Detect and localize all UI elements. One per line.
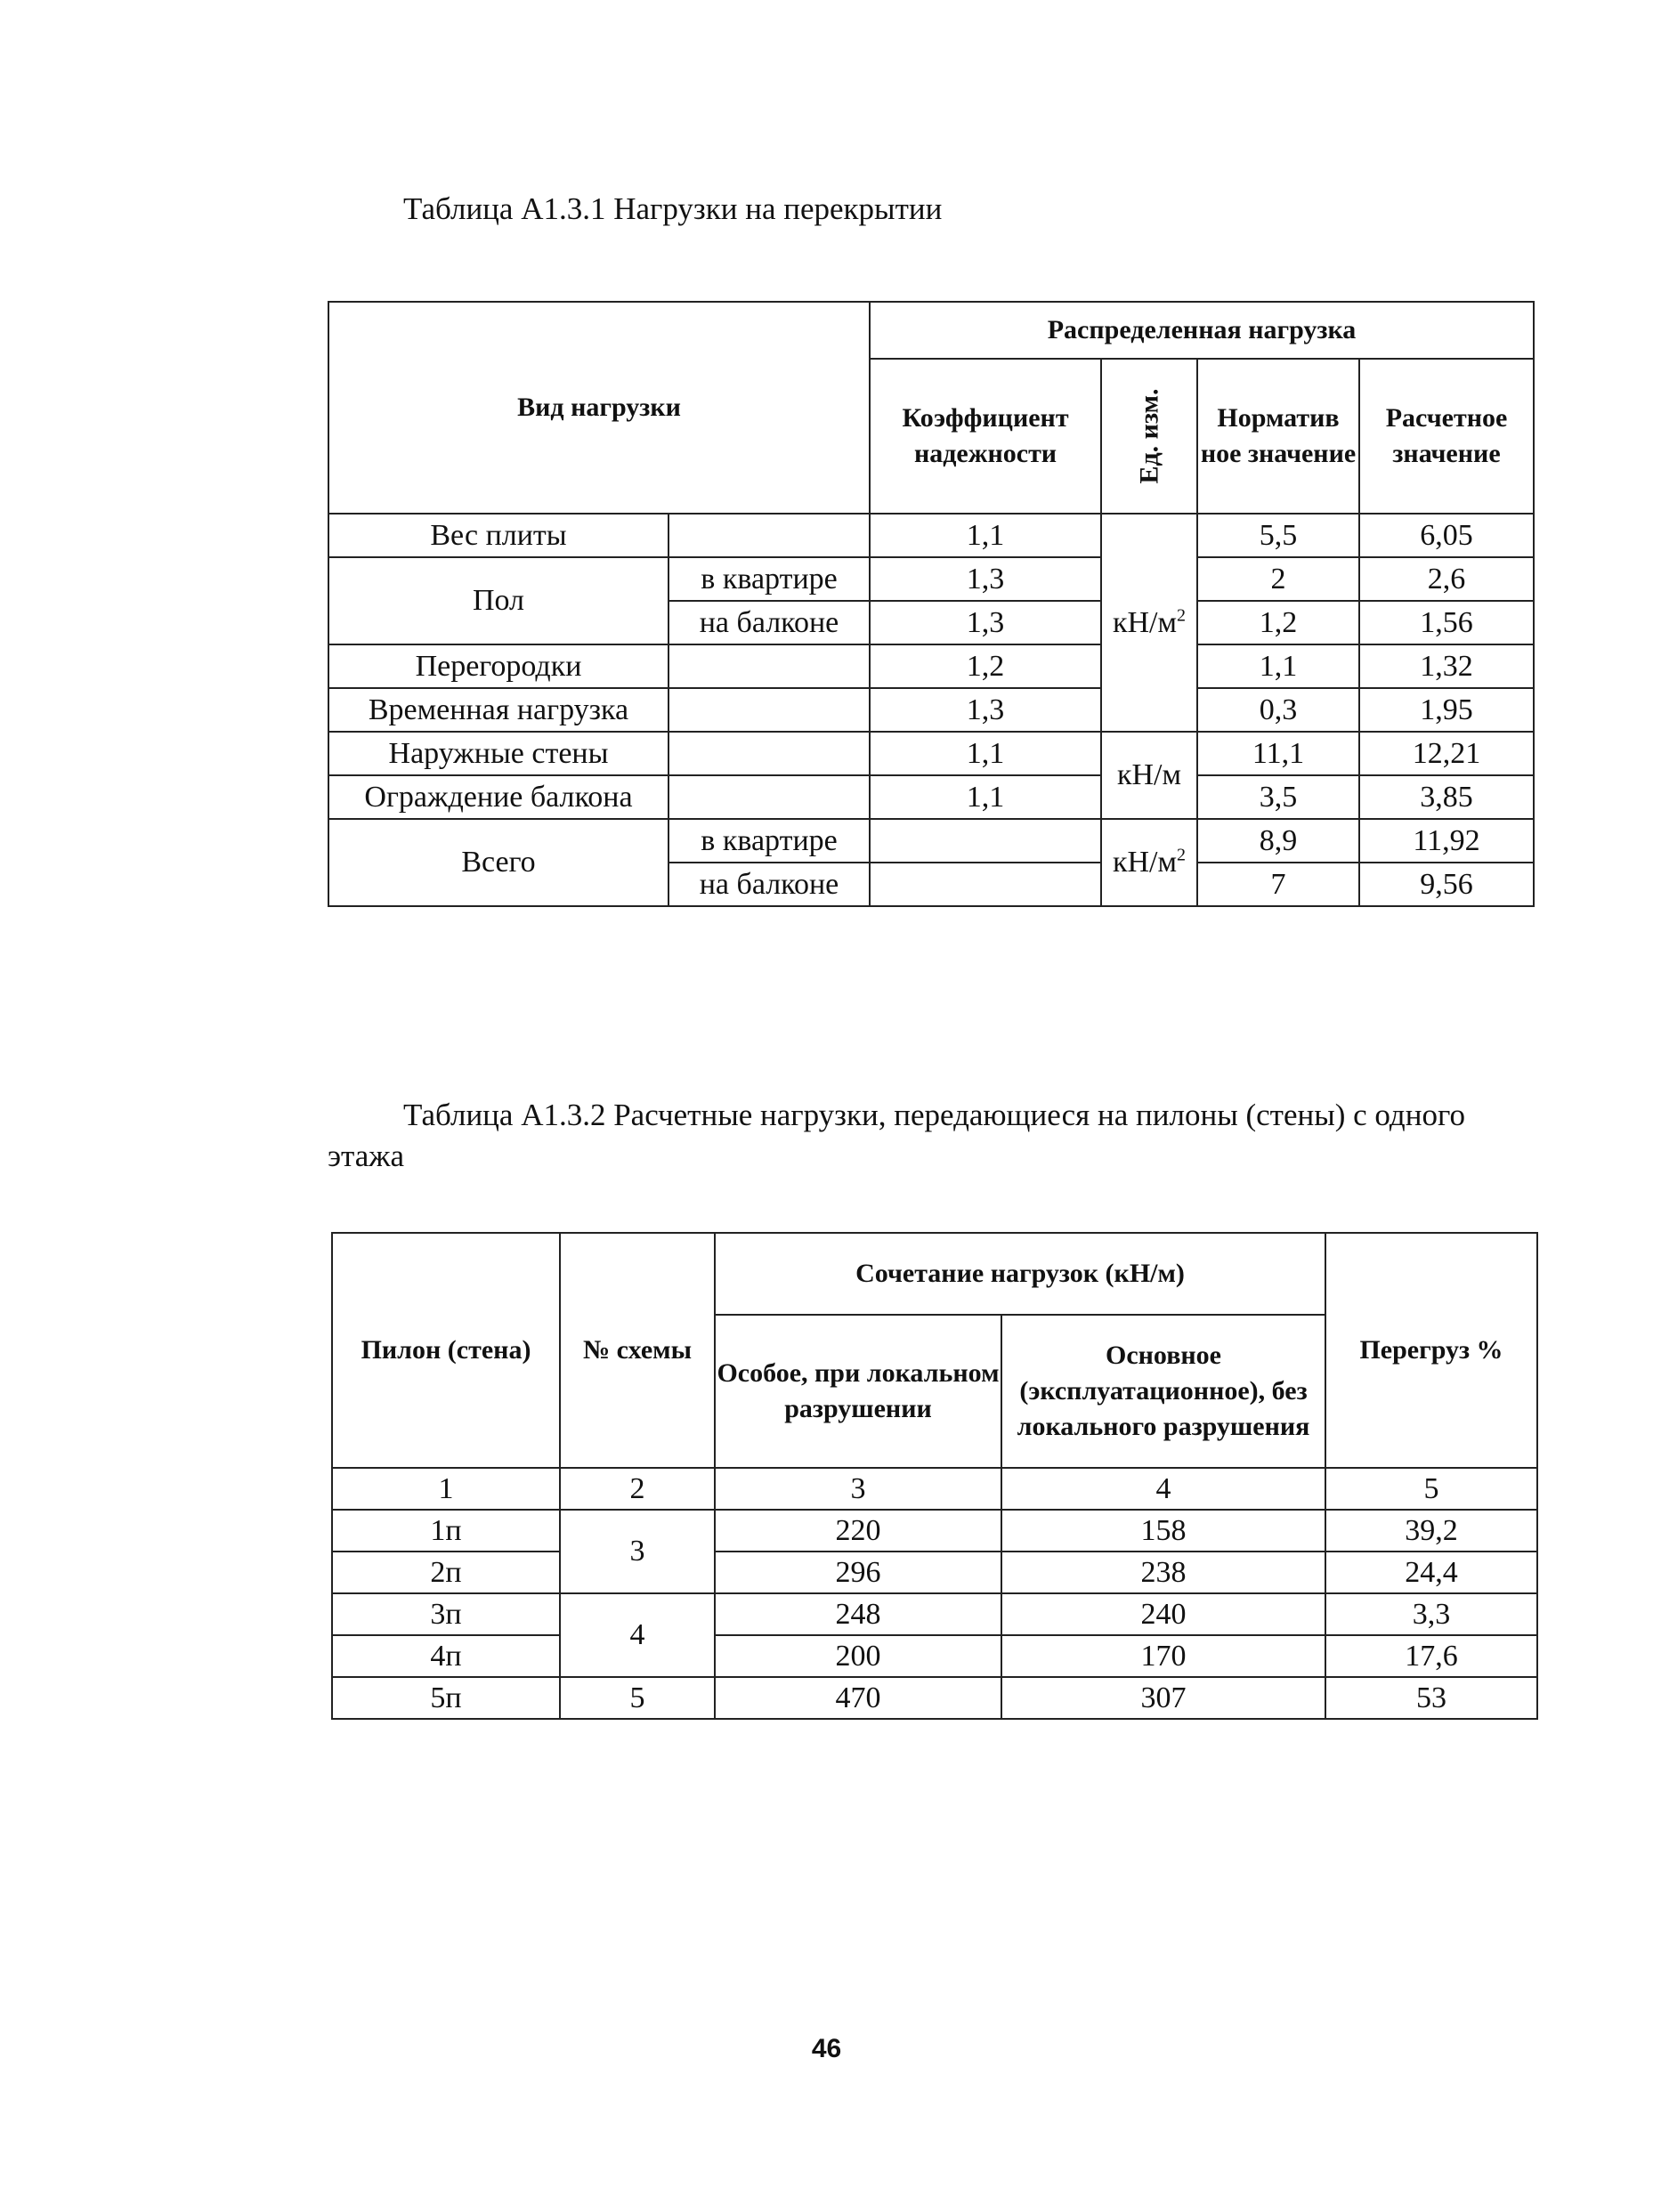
- table-row: [328, 644, 1534, 688]
- table1-caption: Таблица А1.3.1 Нагрузки на перекрытии: [403, 191, 943, 226]
- row-design: 1,95: [1359, 688, 1534, 732]
- row-pylon: 2п: [332, 1552, 560, 1593]
- row-sub: [668, 514, 870, 557]
- row-design: 6,05: [1359, 514, 1534, 557]
- row-coef: 1,1: [870, 732, 1101, 775]
- header-unit-label: Ед. изм.: [1134, 388, 1164, 484]
- header-load-combination: Сочетание нагрузок (кН/м): [715, 1233, 1325, 1315]
- row-coef: [870, 819, 1101, 863]
- row-special: 200: [715, 1635, 1001, 1677]
- page-number: 46: [811, 2034, 842, 2063]
- row-design: 12,21: [1359, 732, 1534, 775]
- row-sub: [668, 732, 870, 775]
- row-normative: 5,5: [1197, 514, 1359, 557]
- header-unit: [1101, 359, 1197, 514]
- table-row: [328, 514, 1534, 557]
- table-row: [328, 819, 1534, 863]
- header-load-kind: Вид нагрузки: [328, 302, 870, 514]
- row-coef: 1,3: [870, 557, 1101, 601]
- header-design-value: Расчетное значение: [1359, 359, 1534, 514]
- column-number: 3: [715, 1468, 1001, 1510]
- row-pylon: 3п: [332, 1593, 560, 1635]
- table-row: [328, 557, 1534, 601]
- unit-text: кН/м: [1112, 846, 1178, 879]
- row-coef: 1,1: [870, 514, 1101, 557]
- column-number-row: [332, 1468, 1537, 1510]
- row-name: Всего: [328, 819, 668, 906]
- row-basic: 240: [1001, 1593, 1325, 1635]
- table-row: [332, 1677, 1537, 1719]
- unit-text: кН/м: [1112, 605, 1178, 639]
- row-design: 11,92: [1359, 819, 1534, 863]
- loads-table: [328, 301, 1535, 907]
- unit-cell-kn-m: кН/м: [1101, 732, 1197, 819]
- row-special: 248: [715, 1593, 1001, 1635]
- row-name: Перегородки: [328, 644, 668, 688]
- row-scheme: 3: [560, 1510, 715, 1593]
- row-overload: 24,4: [1325, 1552, 1537, 1593]
- row-basic: 238: [1001, 1552, 1325, 1593]
- row-normative: 7: [1197, 863, 1359, 906]
- row-special: 220: [715, 1510, 1001, 1552]
- row-coef: 1,1: [870, 775, 1101, 819]
- row-design: 3,85: [1359, 775, 1534, 819]
- header-overload: Перегруз %: [1325, 1233, 1537, 1468]
- row-basic: 158: [1001, 1510, 1325, 1552]
- row-normative: 1,1: [1197, 644, 1359, 688]
- unit-cell-kn-m2: [1101, 514, 1197, 732]
- row-design: 1,56: [1359, 601, 1534, 644]
- unit-exponent: 2: [1177, 845, 1187, 865]
- unit-exponent: 2: [1177, 605, 1187, 626]
- header-pylon: Пилон (стена): [332, 1233, 560, 1468]
- header-basic: Основное (эксплуатационное), без локального разрушения: [1001, 1315, 1325, 1468]
- row-coef: 1,2: [870, 644, 1101, 688]
- column-number: 2: [560, 1468, 715, 1510]
- row-scheme: 4: [560, 1593, 715, 1677]
- table2-caption: Таблица А1.3.2 Расчетные нагрузки, передающиеся на пилоны (стены) с одного этажа: [328, 1098, 1465, 1173]
- header-special: Особое, при локальном разрушении: [715, 1315, 1001, 1468]
- row-normative: 2: [1197, 557, 1359, 601]
- table-row: [332, 1552, 1537, 1593]
- row-overload: 53: [1325, 1677, 1537, 1719]
- row-pylon: 1п: [332, 1510, 560, 1552]
- table-row: [328, 775, 1534, 819]
- row-overload: 17,6: [1325, 1635, 1537, 1677]
- row-normative: 8,9: [1197, 819, 1359, 863]
- row-overload: 39,2: [1325, 1510, 1537, 1552]
- row-normative: 1,2: [1197, 601, 1359, 644]
- row-pylon: 4п: [332, 1635, 560, 1677]
- row-normative: 3,5: [1197, 775, 1359, 819]
- header-scheme-number: № схемы: [560, 1233, 715, 1468]
- row-name: Ограждение балкона: [328, 775, 668, 819]
- table-row: [332, 1510, 1537, 1552]
- row-scheme: 5: [560, 1677, 715, 1719]
- row-sub: [668, 775, 870, 819]
- row-design: 2,6: [1359, 557, 1534, 601]
- row-basic: 307: [1001, 1677, 1325, 1719]
- row-sub: [668, 688, 870, 732]
- header-normative-value: Норматив ное значение: [1197, 359, 1359, 514]
- table-row: [332, 1593, 1537, 1635]
- row-design: 9,56: [1359, 863, 1534, 906]
- column-number: 4: [1001, 1468, 1325, 1510]
- row-normative: 0,3: [1197, 688, 1359, 732]
- row-normative: 11,1: [1197, 732, 1359, 775]
- row-sub: в квартире: [668, 557, 870, 601]
- row-name: Наружные стены: [328, 732, 668, 775]
- table-row: [328, 732, 1534, 775]
- column-number: 1: [332, 1468, 560, 1510]
- row-coef: [870, 863, 1101, 906]
- row-name: Вес плиты: [328, 514, 668, 557]
- header-distributed-load: Распределенная нагрузка: [870, 302, 1534, 359]
- row-design: 1,32: [1359, 644, 1534, 688]
- row-coef: 1,3: [870, 601, 1101, 644]
- table-row: [328, 688, 1534, 732]
- row-special: 296: [715, 1552, 1001, 1593]
- row-special: 470: [715, 1677, 1001, 1719]
- row-sub: на балконе: [668, 601, 870, 644]
- header-reliability-coef: Коэффициент надежности: [870, 359, 1101, 514]
- unit-cell-kn-m2-total: [1101, 819, 1197, 906]
- row-sub: на балконе: [668, 863, 870, 906]
- row-overload: 3,3: [1325, 1593, 1537, 1635]
- row-sub: в квартире: [668, 819, 870, 863]
- row-pylon: 5п: [332, 1677, 560, 1719]
- row-name: Пол: [328, 557, 668, 644]
- row-basic: 170: [1001, 1635, 1325, 1677]
- table-row: [332, 1635, 1537, 1677]
- row-sub: [668, 644, 870, 688]
- column-number: 5: [1325, 1468, 1537, 1510]
- row-coef: 1,3: [870, 688, 1101, 732]
- pylon-loads-table: [331, 1232, 1538, 1720]
- row-name: Временная нагрузка: [328, 688, 668, 732]
